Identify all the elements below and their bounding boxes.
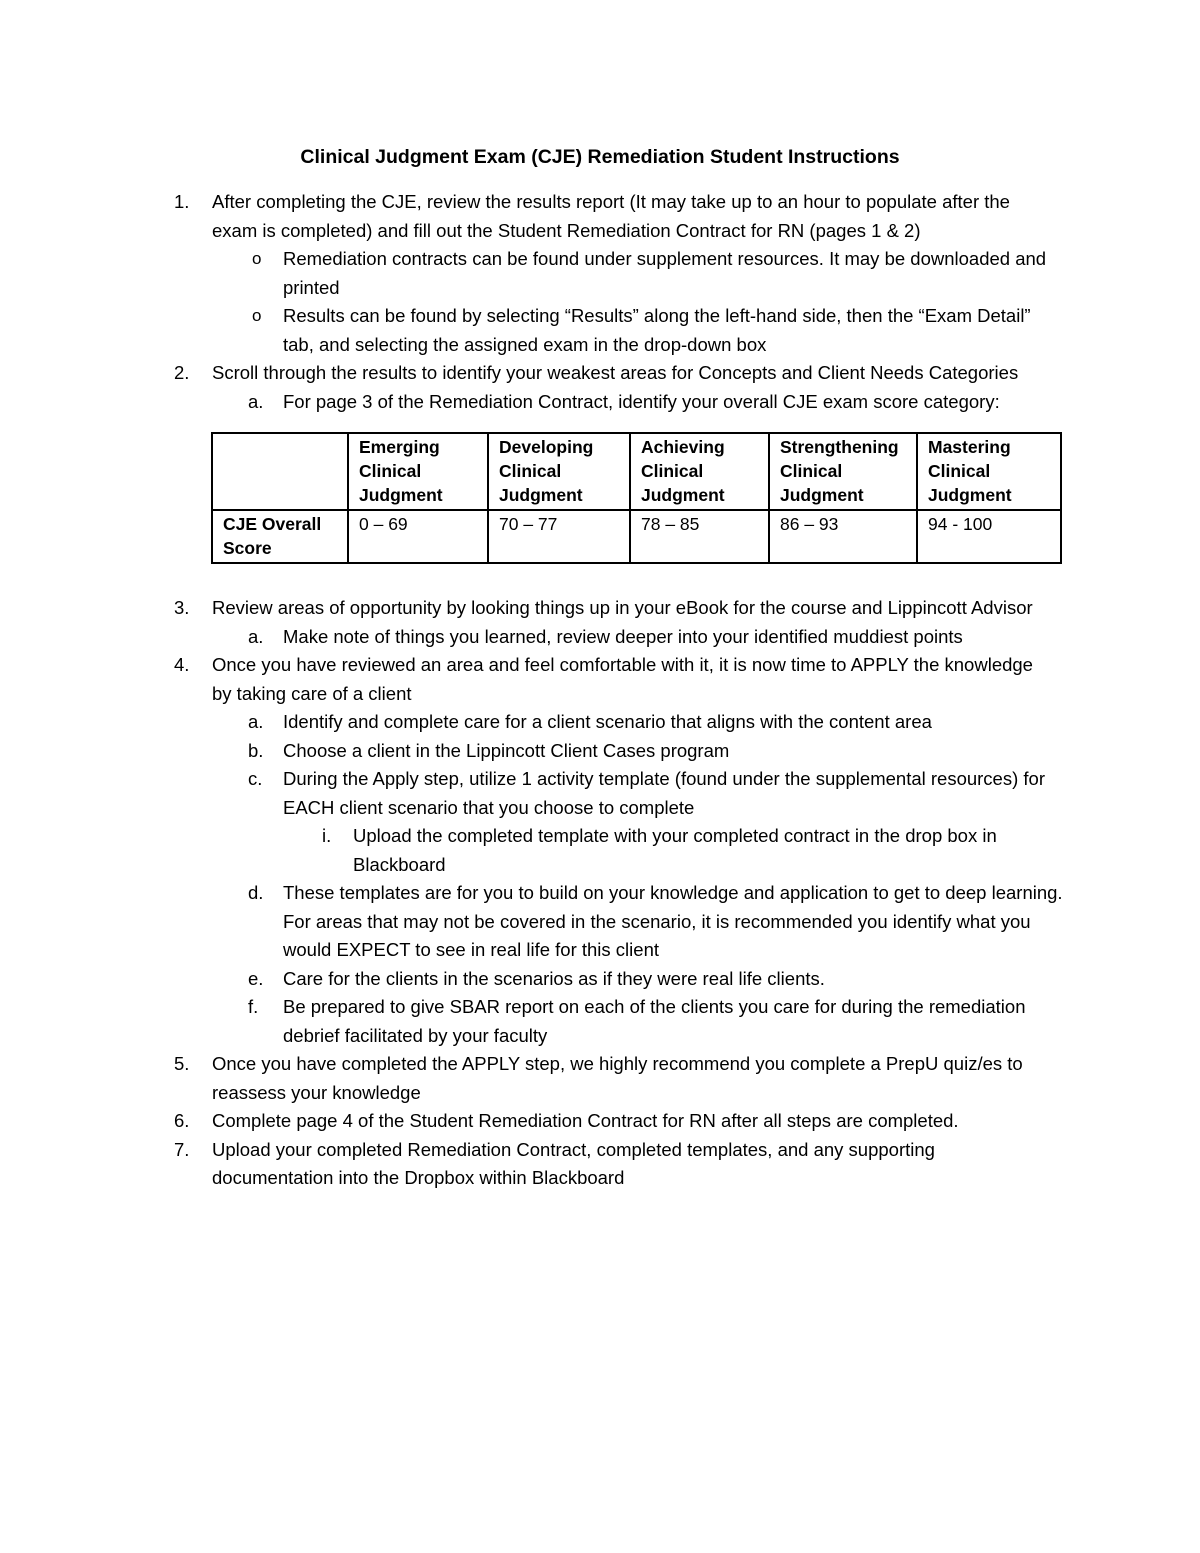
score-table-wrapper	[211, 432, 1200, 564]
bullet-marker: o	[252, 249, 262, 268]
table-cell: 70 – 77	[488, 510, 630, 563]
sub-text: During the Apply step, utilize 1 activity template (found under the supplemental resources) for EACH client scenario that you choose to complete	[283, 768, 1045, 818]
table-header-cell: Mastering Clinical Judgment	[917, 433, 1061, 510]
step-number: 2.	[174, 362, 190, 383]
table-header-cell: Achieving Clinical Judgment	[630, 433, 769, 510]
sub-text: For page 3 of the Remediation Contract, identify your overall CJE exam score category:	[283, 390, 1000, 412]
step-6	[0, 1107, 1052, 1136]
table-header-cell	[212, 433, 348, 510]
sub-marker: a.	[248, 625, 264, 647]
step-text: After completing the CJE, review the results report (It may take up to an hour to populate after the exam is completed) and fill out the Student Remediation Contract for RN (pages 1 & 2)	[212, 191, 1010, 241]
step-text: Upload your completed Remediation Contract, completed templates, and any supporting documentation into the Dropbox within Blackboard	[212, 1138, 935, 1188]
table-header-cell: Strengthening Clinical Judgment	[769, 433, 917, 510]
step-3	[0, 594, 1052, 623]
step-number: 6.	[174, 1110, 190, 1131]
step-7	[0, 1136, 1052, 1193]
bullet-marker: o	[252, 306, 262, 325]
step-text: Once you have reviewed an area and feel comfortable with it, it is now time to APPLY the knowledge by taking care of a client	[212, 654, 1033, 704]
sub-text: Choose a client in the Lippincott Client Cases program	[283, 739, 730, 761]
table-cell: 86 – 93	[769, 510, 917, 563]
sub-marker: d.	[248, 882, 264, 903]
sub-marker: f.	[248, 996, 259, 1017]
table-header-cell: Developing Clinical Judgment	[488, 433, 630, 510]
step-2	[0, 359, 1052, 388]
step-text: Complete page 4 of the Student Remediation Contract for RN after all steps are completed.	[212, 1110, 959, 1131]
step-number: 1.	[174, 191, 190, 212]
sub-text: Identify and complete care for a client scenario that aligns with the content area	[283, 711, 932, 732]
table-cell: 78 – 85	[630, 510, 769, 563]
table-row-label: CJE Overall Score	[212, 510, 348, 563]
score-category-table	[211, 432, 1062, 564]
step-4-sub-a	[0, 708, 1063, 737]
table-cell: 0 – 69	[348, 510, 488, 563]
step-number: 7.	[174, 1138, 190, 1160]
step-number: 5.	[174, 1053, 190, 1074]
instructions-list	[0, 188, 1200, 1193]
sub-marker: e.	[248, 967, 264, 989]
sub-marker: c.	[248, 768, 263, 789]
step-5	[0, 1050, 1052, 1107]
sub-marker: b.	[248, 739, 264, 761]
step-1	[0, 188, 1052, 245]
sub-text: Be prepared to give SBAR report on each of the clients you care for during the remediation debrief facilitated by your faculty	[283, 996, 1026, 1046]
step-1-bullet-2	[0, 302, 1063, 359]
step-number: 3.	[174, 597, 190, 618]
sub-marker: a.	[248, 390, 264, 412]
step-text: Review areas of opportunity by looking things up in your eBook for the course and Lippincott Advisor	[212, 597, 1033, 618]
sub-marker: i.	[322, 825, 332, 846]
step-4-sub-b	[0, 737, 1063, 766]
step-text: Once you have completed the APPLY step, we highly recommend you complete a PrepU quiz/es to reassess your knowledge	[212, 1053, 1023, 1103]
step-4-sub-c-i	[0, 822, 1063, 879]
table-header-cell: Emerging Clinical Judgment	[348, 433, 488, 510]
step-4-sub-f	[0, 993, 1063, 1050]
document-title: Clinical Judgment Exam (CJE) Remediation Student Instructions	[300, 146, 900, 168]
step-text: Scroll through the results to identify your weakest areas for Concepts and Client Needs Categories	[212, 362, 1019, 383]
sub-marker: a.	[248, 711, 264, 732]
table-cell: 94 - 100	[917, 510, 1061, 563]
sub-text: These templates are for you to build on your knowledge and application to get to deep learning. For areas that may not be covered in the scenario, it is recommended you identify what you would EXPECT to see in real life for this client	[283, 882, 1063, 960]
step-4-sub-d	[0, 879, 1063, 965]
step-4-sub-e	[0, 965, 1063, 994]
step-1-bullet-1	[0, 245, 1063, 302]
sub-text: Upload the completed template with your completed contract in the drop box in Blackboard	[353, 825, 997, 875]
step-4	[0, 651, 1052, 708]
table-header-row	[212, 433, 1061, 510]
sub-text: Care for the clients in the scenarios as if they were real life clients.	[283, 967, 825, 989]
table-row	[212, 510, 1061, 563]
bullet-text: Results can be found by selecting “Results” along the left-hand side, then the “Exam Detail” tab, and selecting the assigned exam in the drop-down box	[283, 305, 1031, 355]
step-2-sub-a	[0, 388, 1063, 417]
step-3-sub-a	[0, 623, 1063, 652]
step-number: 4.	[174, 654, 190, 675]
bullet-text: Remediation contracts can be found under supplement resources. It may be downloaded and printed	[283, 248, 1047, 298]
sub-text: Make note of things you learned, review deeper into your identified muddiest points	[283, 625, 963, 647]
step-4-sub-c	[0, 765, 1063, 822]
